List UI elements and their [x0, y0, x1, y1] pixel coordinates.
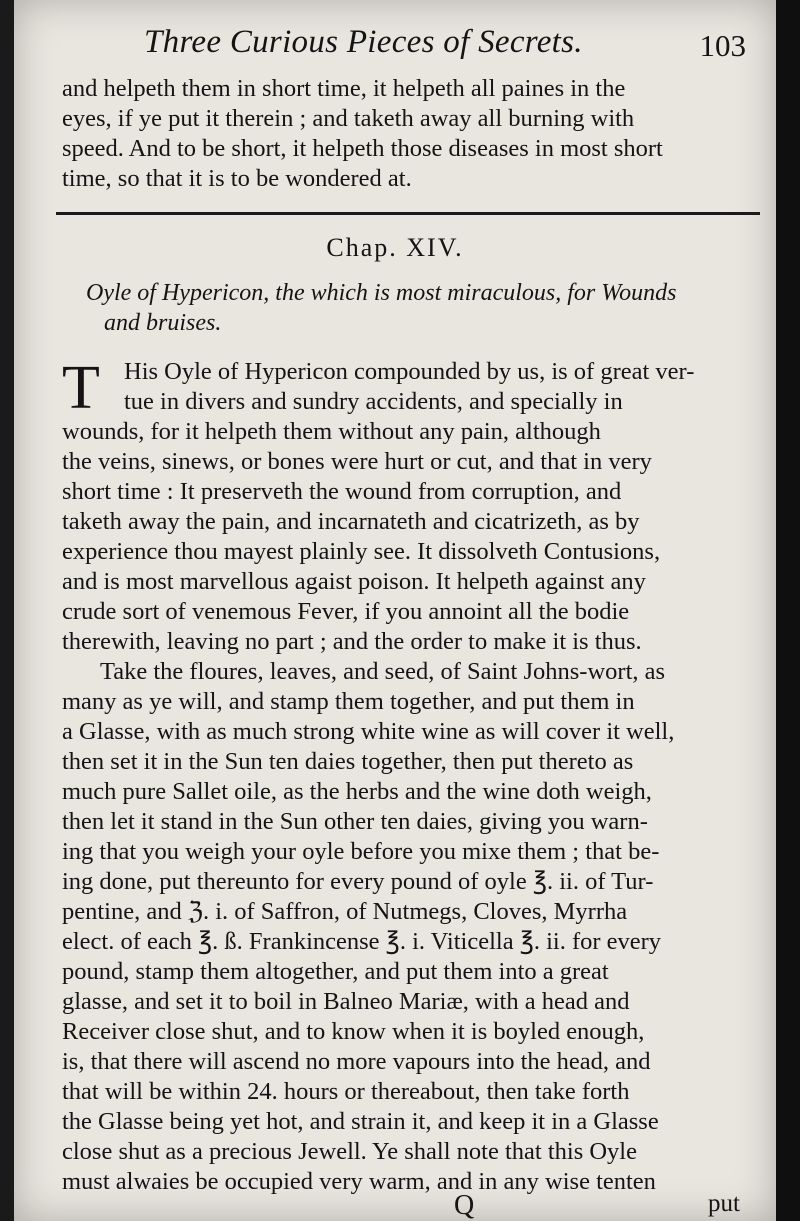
text-line: that will be within 24. hours or thereabout, then take forth — [62, 1078, 630, 1105]
text-line: therewith, leaving no part ; and the order to make it is thus. — [62, 628, 642, 655]
chapter-heading: Chap. XIV. — [326, 233, 464, 262]
text-line: eyes, if ye put it therein ; and taketh away all burning with — [62, 105, 635, 132]
book-page — [14, 0, 776, 1221]
text-line: the Glasse being yet hot, and strain it, and keep it in a Glasse — [62, 1108, 659, 1135]
text-line: glasse, and set it to boil in Balneo Mariæ, with a head and — [62, 988, 630, 1015]
text-line: the veins, sinews, or bones were hurt or cut, and that in very — [62, 448, 652, 475]
text-line: taketh away the pain, and incarnateth and cicatrizeth, as by — [62, 508, 640, 535]
catchword: put — [708, 1190, 740, 1217]
section-divider — [56, 212, 760, 215]
text-line: many as ye will, and stamp them together, and put them in — [62, 688, 635, 715]
text-line: and helpeth them in short time, it helpeth all paines in the — [62, 75, 626, 102]
drop-cap: T — [62, 354, 100, 422]
text-line: time, so that it is to be wondered at. — [62, 165, 412, 192]
text-line: must alwaies be occupied very warm, and in any wise tenten — [62, 1168, 656, 1195]
text-line: and is most marvellous agaist poison. It helpeth against any — [62, 568, 646, 595]
text-line: much pure Sallet oile, as the herbs and the wine doth weigh, — [62, 778, 652, 805]
text-line: crude sort of venemous Fever, if you annoint all the bodie — [62, 598, 630, 625]
text-line: then set it in the Sun ten daies together, then put thereto as — [62, 748, 634, 775]
chapter-subtitle: Oyle of Hypericon, the which is most miraculous, for Wounds — [86, 280, 677, 306]
text-line: Receiver close shut, and to know when it is boyled enough, — [62, 1018, 645, 1045]
text-line: is, that there will ascend no more vapours into the head, and — [62, 1048, 651, 1075]
text-line: pound, stamp them altogether, and put them into a great — [62, 958, 609, 985]
scan-dark-edge — [776, 0, 800, 1221]
chapter-subtitle: and bruises. — [104, 310, 222, 336]
text-line: tue in divers and sundry accidents, and specially in — [124, 388, 623, 415]
text-line: pentine, and ℨ. i. of Saffron, of Nutmegs, Cloves, Myrrha — [62, 898, 628, 925]
text-line: then let it stand in the Sun other ten daies, giving you warn- — [62, 808, 648, 835]
text-line: short time : It preserveth the wound from corruption, and — [62, 478, 622, 505]
text-line: experience thou mayest plainly see. It dissolveth Contusions, — [62, 538, 661, 565]
signature-mark: Q — [454, 1190, 475, 1221]
text-line: wounds, for it helpeth them without any pain, although — [62, 418, 601, 445]
text-line: Take the floures, leaves, and seed, of Saint Johns-wort, as — [100, 658, 666, 685]
text-line: close shut as a precious Jewell. Ye shall note that this Oyle — [62, 1138, 637, 1165]
page-number: 103 — [699, 28, 746, 63]
text-line: ing that you weigh your oyle before you mixe them ; that be- — [62, 838, 660, 865]
text-line: His Oyle of Hypericon compounded by us, is of great ver- — [124, 358, 695, 385]
text-line: ing done, put thereunto for every pound of oyle ℥. ii. of Tur- — [62, 868, 654, 895]
page-header — [14, 14, 776, 64]
text-line: speed. And to be short, it helpeth those diseases in most short — [62, 135, 663, 162]
text-line: elect. of each ℥. ß. Frankincense ℥. i. Viticella ℥. ii. for every — [62, 928, 662, 955]
running-title: Three Curious Pieces of Secrets. — [144, 24, 583, 60]
text-line: a Glasse, with as much strong white wine as will cover it well, — [62, 718, 675, 745]
